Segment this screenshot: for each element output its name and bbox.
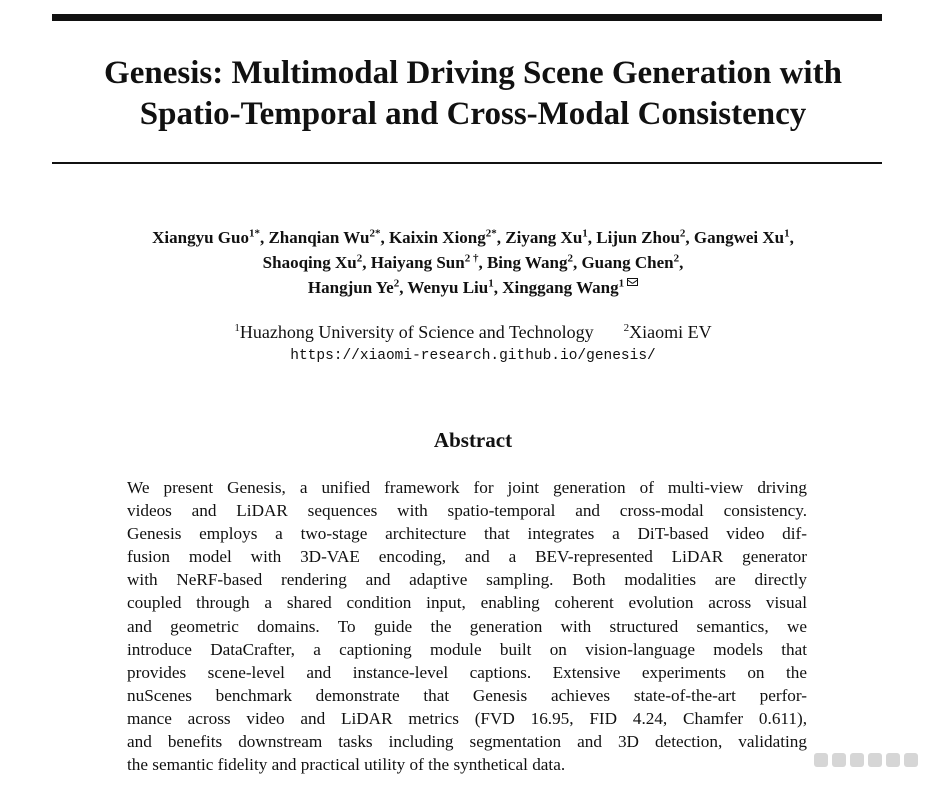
author-separator: , (259, 228, 269, 247)
author-separator: , (685, 228, 694, 247)
affiliation-1-name: Huazhong University of Science and Technology (239, 322, 594, 342)
author-name: Xiangyu Guo (152, 228, 249, 247)
author-separator: , (496, 228, 506, 247)
author-affiliation-marker: 2 (567, 252, 573, 265)
abstract-line: provides scene-level and instance-level captions. Extensive experiments on the (127, 662, 807, 682)
paper-title (30, 53, 916, 135)
author-separator: , (679, 253, 684, 272)
author-name: Ziyang Xu (505, 228, 583, 247)
author-affiliation-marker: 1 (582, 227, 588, 240)
affiliations (40, 320, 906, 344)
top-rule (52, 14, 882, 21)
author (487, 253, 581, 272)
author-affiliation-marker: 2 (356, 252, 363, 265)
author (505, 228, 596, 247)
watermark-mark (832, 753, 846, 767)
author (596, 228, 694, 247)
project-url[interactable]: https://xiaomi-research.github.io/genesis/ (290, 348, 656, 364)
abstract-line: coupled through a shared condition input, enabling coherent evolution across visual (127, 593, 807, 613)
author-affiliation-marker: 2 (393, 277, 400, 290)
abstract-line: Genesis employs a two-stage architecture that integrates a DiT-based video dif- (127, 524, 807, 544)
author-affiliation-marker: 2* (369, 227, 381, 240)
author (694, 228, 794, 247)
author-separator: , (380, 228, 389, 247)
affiliation-1-marker: 1 (234, 322, 240, 334)
abstract-line: the semantic fidelity and practical utility of the synthetical data. (127, 755, 566, 775)
abstract-line: nuScenes benchmark demonstrate that Genesis achieves state-of-the-art perfor- (127, 685, 807, 705)
author-separator: , (362, 253, 371, 272)
author-affiliation-marker: 1* (248, 227, 260, 240)
author-line (40, 250, 906, 275)
author (502, 278, 638, 297)
abstract-line: mance across video and LiDAR metrics (FVD 16.95, FID 4.24, Chamfer 0.611), (127, 708, 807, 728)
author-name: Lijun Zhou (596, 228, 680, 247)
watermark-mark (850, 753, 864, 767)
author-name: Gangwei Xu (693, 228, 785, 247)
author-separator: , (587, 228, 597, 247)
abstract-line: introduce DataCrafter, a captioning module built on vision-language models that (127, 639, 807, 659)
author (308, 278, 408, 297)
title-bottom-rule (52, 162, 882, 164)
author-name: Kaixin Xiong (388, 228, 486, 247)
author (371, 253, 487, 272)
author-name: Guang Chen (581, 253, 674, 272)
author-line (40, 225, 906, 250)
author-list (40, 225, 906, 300)
author-affiliation-marker: 1 (784, 227, 790, 240)
author-separator: , (493, 278, 503, 297)
author (263, 253, 371, 272)
abstract-heading: Abstract (433, 428, 513, 452)
author-name: Bing Wang (486, 253, 568, 272)
author-affiliation-marker: 1 (618, 277, 625, 290)
watermark (814, 750, 934, 770)
author-affiliation-marker: 1 (488, 277, 494, 290)
author (268, 228, 388, 247)
author (581, 253, 683, 272)
author-name: Zhanqian Wu (268, 228, 370, 247)
author-name: Wenyu Liu (407, 278, 489, 297)
author-name: Xinggang Wang (502, 278, 619, 297)
author-separator: , (572, 253, 582, 272)
author-name: Haiyang Sun (370, 253, 465, 272)
author-line (40, 275, 906, 300)
author (152, 228, 268, 247)
author-affiliation-marker: 2 (679, 227, 686, 240)
abstract-line: fusion model with 3D-VAE encoding, and a BEV-represented LiDAR generator (127, 547, 807, 567)
author-separator: , (789, 228, 794, 247)
author-separator: , (399, 278, 408, 297)
watermark-mark (904, 753, 918, 767)
abstract-line: and benefits downstream tasks including segmentation and 3D detection, validating (127, 732, 807, 752)
author-affiliation-marker: 2 (673, 252, 680, 265)
affiliation-2-name: Xiaomi EV (629, 322, 712, 342)
abstract-line: with NeRF-based rendering and adaptive sampling. Both modalities are directly (127, 570, 807, 590)
title-line-1: Genesis: Multimodal Driving Scene Generation with (104, 55, 842, 91)
watermark-mark (814, 753, 828, 767)
author (407, 278, 502, 297)
author-affiliation-marker: 2 † (464, 252, 479, 265)
abstract-body (127, 476, 807, 776)
mail-icon (627, 278, 638, 286)
author-separator: , (478, 253, 487, 272)
abstract-line: videos and LiDAR sequences with spatio-temporal and cross-modal consistency. (127, 501, 807, 521)
watermark-mark (886, 753, 900, 767)
affiliation-2-marker: 2 (623, 322, 630, 334)
author-name: Shaoqing Xu (262, 253, 357, 272)
abstract-line: We present Genesis, a unified framework for joint generation of multi-view driving (127, 478, 807, 497)
author (389, 228, 505, 247)
author-affiliation-marker: 2* (485, 227, 497, 240)
author-name: Hangjun Ye (307, 278, 394, 297)
watermark-mark (868, 753, 882, 767)
title-line-2: Spatio-Temporal and Cross-Modal Consistency (139, 96, 807, 132)
abstract-line: and geometric domains. To guide the generation with structured semantics, we (127, 616, 807, 636)
